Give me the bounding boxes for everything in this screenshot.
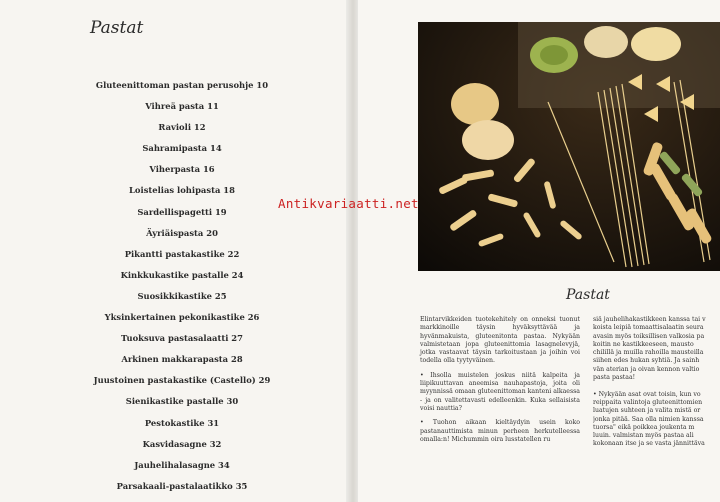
text-line: siä jauhelihakastikkeen kanssa tai v [593, 316, 706, 323]
text-line: chilillä ja muilla rahoilla mausteilla [593, 349, 704, 357]
toc-item: Loistelias lohipasta 18 [129, 185, 235, 196]
toc-item: Tuoksuva pastasalaatti 27 [121, 333, 243, 344]
table-of-contents [20, 78, 344, 500]
text-line: koitin ne kastikkeeseen, mausto [593, 340, 694, 348]
text-line: kokonaan itse ja se vasta jännittäva [593, 440, 705, 448]
paragraph: Elintarvikkeiden tuotekehitely on onneksi tuonut markkinoille täysin hyväksyttävää ja hyvänmakuista, gluteenitonta pastaa. Nykyään valmistetaan jopa gluteenittomia lasagnelevyjä, jotka vastaavat täysin tarkoitustaan ja joihin voi todella olla tyytyväinen. [420, 316, 580, 365]
toc-item: Jauhelihalasagne 34 [134, 459, 230, 470]
toc-item: Sahramipasta 14 [142, 143, 222, 154]
text-line: jonka pitää. Saa olla nimien kanssa [593, 415, 704, 423]
text-line: reippaita valintoja gluteenittomien [593, 398, 703, 406]
text-line: • Nykyään asat ovat toisin, kun vo [593, 390, 701, 398]
toc-item: Pestokastike 31 [144, 417, 220, 428]
toc-item: Äyriäispasta 20 [146, 227, 218, 238]
text-line: luuin. valmistan myös pastaa ali [593, 432, 694, 440]
toc-item: Viherpasta 16 [149, 164, 215, 175]
text-line: avasin myös toiksillisen valkosia pa [593, 332, 705, 340]
paragraph: • Ihsolla muistelen joskus niitä kalpeita ja liipikuuttavan aneemisa nauhapastoja, joita oli myynnissä omaan gluteenittoman kanteni alkaessa - ja on valitettavasti edelleenkin. Kuka sellaisista voisi nauttia? [420, 371, 580, 412]
toc-item: Kinkkukastike pastalle 24 [120, 269, 244, 280]
text-line [593, 382, 720, 390]
toc-item: Gluteenittoman pastan perusohje 10 [95, 80, 269, 90]
text-line: tuorsa" eikä poikkea joukenta m [593, 423, 695, 431]
text-line: siihen edes hukan syhtiä. Ja sainh [593, 357, 700, 365]
right-page-title: Pastat [566, 287, 610, 303]
text-line: luatujen suhteen ja valita mistä or [593, 407, 701, 415]
left-page [0, 0, 352, 502]
text-line: koista leipiä tomaattisalaatin seura [593, 324, 704, 332]
toc-item: Arkinen makkarapasta 28 [121, 354, 243, 365]
toc-item: Sardellispagetti 19 [137, 206, 227, 217]
text-line: pasta pastaa! [593, 374, 636, 382]
pasta-illustration [418, 22, 720, 271]
toc-item: Suosikkikastike 25 [137, 290, 227, 301]
paragraph: • Tuohon aikaan kieltäydyin usein koko pastanauttimista minun perheen herkutelleessa omalla:n! Michummin oira lusstatellen ru [420, 419, 580, 443]
pasta-photo [418, 22, 720, 271]
toc-item: Sienikastike pastalle 30 [125, 396, 239, 407]
toc-item: Yksinkertainen pekonikastike 26 [104, 312, 260, 323]
toc-item: Vihreä pasta 11 [145, 101, 219, 112]
left-page-title: Pastat [90, 18, 144, 38]
text-line: vän aterian ja oivan kennon valtio [593, 365, 700, 373]
toc-item: Pikantti pastakastike 22 [124, 248, 240, 259]
toc-item: Parsakaali-pastalaatikko 35 [116, 480, 248, 491]
toc-item: Juustoinen pastakastike (Castello) 29 [93, 375, 271, 386]
watermark-text: Antikvariaatti.net [278, 196, 419, 211]
article-column-2 [593, 316, 720, 449]
article-column-1 [420, 316, 580, 450]
toc-item: Ravioli 12 [158, 122, 206, 133]
toc-item: Kasvidasagne 32 [142, 438, 222, 449]
